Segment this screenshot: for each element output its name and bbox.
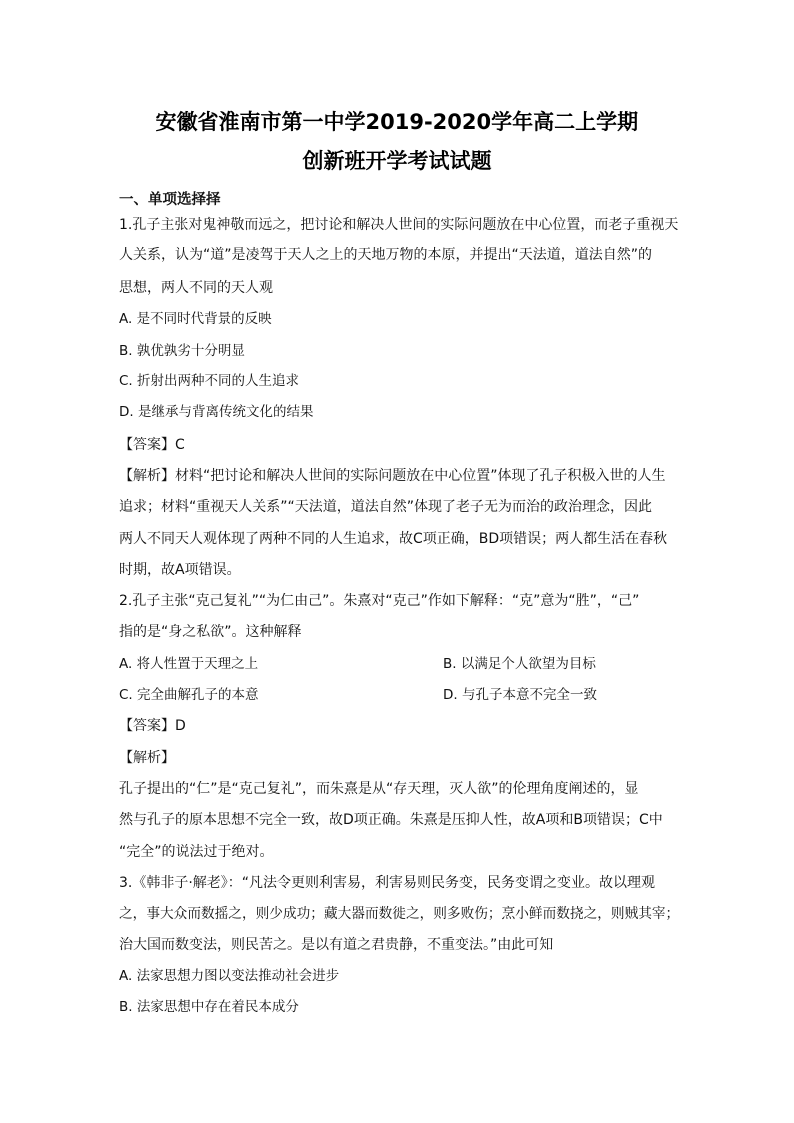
section-heading: 一、单项选择择 xyxy=(119,192,221,208)
exam-title-line-2: 创新班开学考试试题 xyxy=(302,149,492,173)
question-2-option-a: A. 将人性置于天理之上 xyxy=(119,656,259,672)
question-1-answer: 【答案】C xyxy=(119,437,185,453)
question-3-option-b: B. 法家思想中存在着民本成分 xyxy=(119,999,299,1015)
question-2-option-c: C. 完全曲解孔子的本意 xyxy=(119,687,259,703)
question-2-analysis-line: 然与孔子的原本思想不完全一致，故D项正确。朱熹是压抑人性，故A项和B项错误；C中 xyxy=(119,812,663,828)
question-1-option-d: D. 是继承与背离传统文化的结果 xyxy=(119,404,314,420)
question-3-stem-line: 之，事大众而数摇之，则少成功；藏大器而数徙之，则多败伤；烹小鲜而数挠之，则贼其宰； xyxy=(119,906,680,922)
question-3-stem-line: 3.《韩非子·解老》：“凡法令更则利害易，利害易则民务变，民务变谓之变业。故以理观 xyxy=(119,875,656,891)
question-2-analysis-line: 孔子提出的“仁”是“克己复礼”，而朱熹是从“存天理，灭人欲”的伦理角度阐述的，显 xyxy=(119,781,639,797)
question-1-option-a: A. 是不同时代背景的反映 xyxy=(119,311,272,327)
question-1-analysis-line: 追求；材料“重视天人关系”“天法道，道法自然”体现了老子无为而治的政治理念，因此 xyxy=(119,499,653,515)
exam-title-line-1: 安徽省淮南市第一中学2019-2020学年高二上学期 xyxy=(155,110,639,134)
question-1-stem-line: 1.孔子主张对鬼神敬而远之，把讨论和解决人世间的实际问题放在中心位置，而老子重视天 xyxy=(119,217,679,233)
question-1-stem-line: 思想，两人不同的天人观 xyxy=(119,280,273,296)
question-1-option-b: B. 孰优孰劣十分明显 xyxy=(119,343,245,359)
question-3-stem-line: 治大国而数变法，则民苦之。是以有道之君贵静，不重变法。”由此可知 xyxy=(119,937,554,953)
question-2-analysis-line: “完全”的说法过于绝对。 xyxy=(119,844,274,860)
question-1-stem-line: 人关系，认为“道”是凌驾于天人之上的天地万物的本原，并提出“天法道，道法自然”的 xyxy=(119,247,653,263)
question-3-option-a: A. 法家思想力图以变法推动社会进步 xyxy=(119,968,340,984)
question-1-analysis-line: 【解析】材料“把讨论和解决人世间的实际问题放在中心位置”体现了孔子积极入世的人生 xyxy=(119,468,666,484)
question-1-option-c: C. 折射出两种不同的人生追求 xyxy=(119,373,300,389)
question-1-analysis-line: 两人不同天人观体现了两种不同的人生追求，故C项正确，BD项错误；两人都生活在春秋 xyxy=(119,531,668,547)
question-1-analysis-line: 时期，故A项错误。 xyxy=(119,562,241,578)
question-2-analysis-label: 【解析】 xyxy=(119,750,175,766)
question-2-answer: 【答案】D xyxy=(119,718,186,734)
question-2-stem-line: 2.孔子主张“克己复礼”“为仁由己”。朱熹对“克己”作如下解释：“克”意为“胜”，“己” xyxy=(119,593,640,609)
question-2-option-d: D. 与孔子本意不完全一致 xyxy=(443,687,597,703)
question-2-stem-line: 指的是“身之私欲”。这种解释 xyxy=(119,624,302,640)
question-2-option-b: B. 以满足个人欲望为目标 xyxy=(443,656,596,672)
